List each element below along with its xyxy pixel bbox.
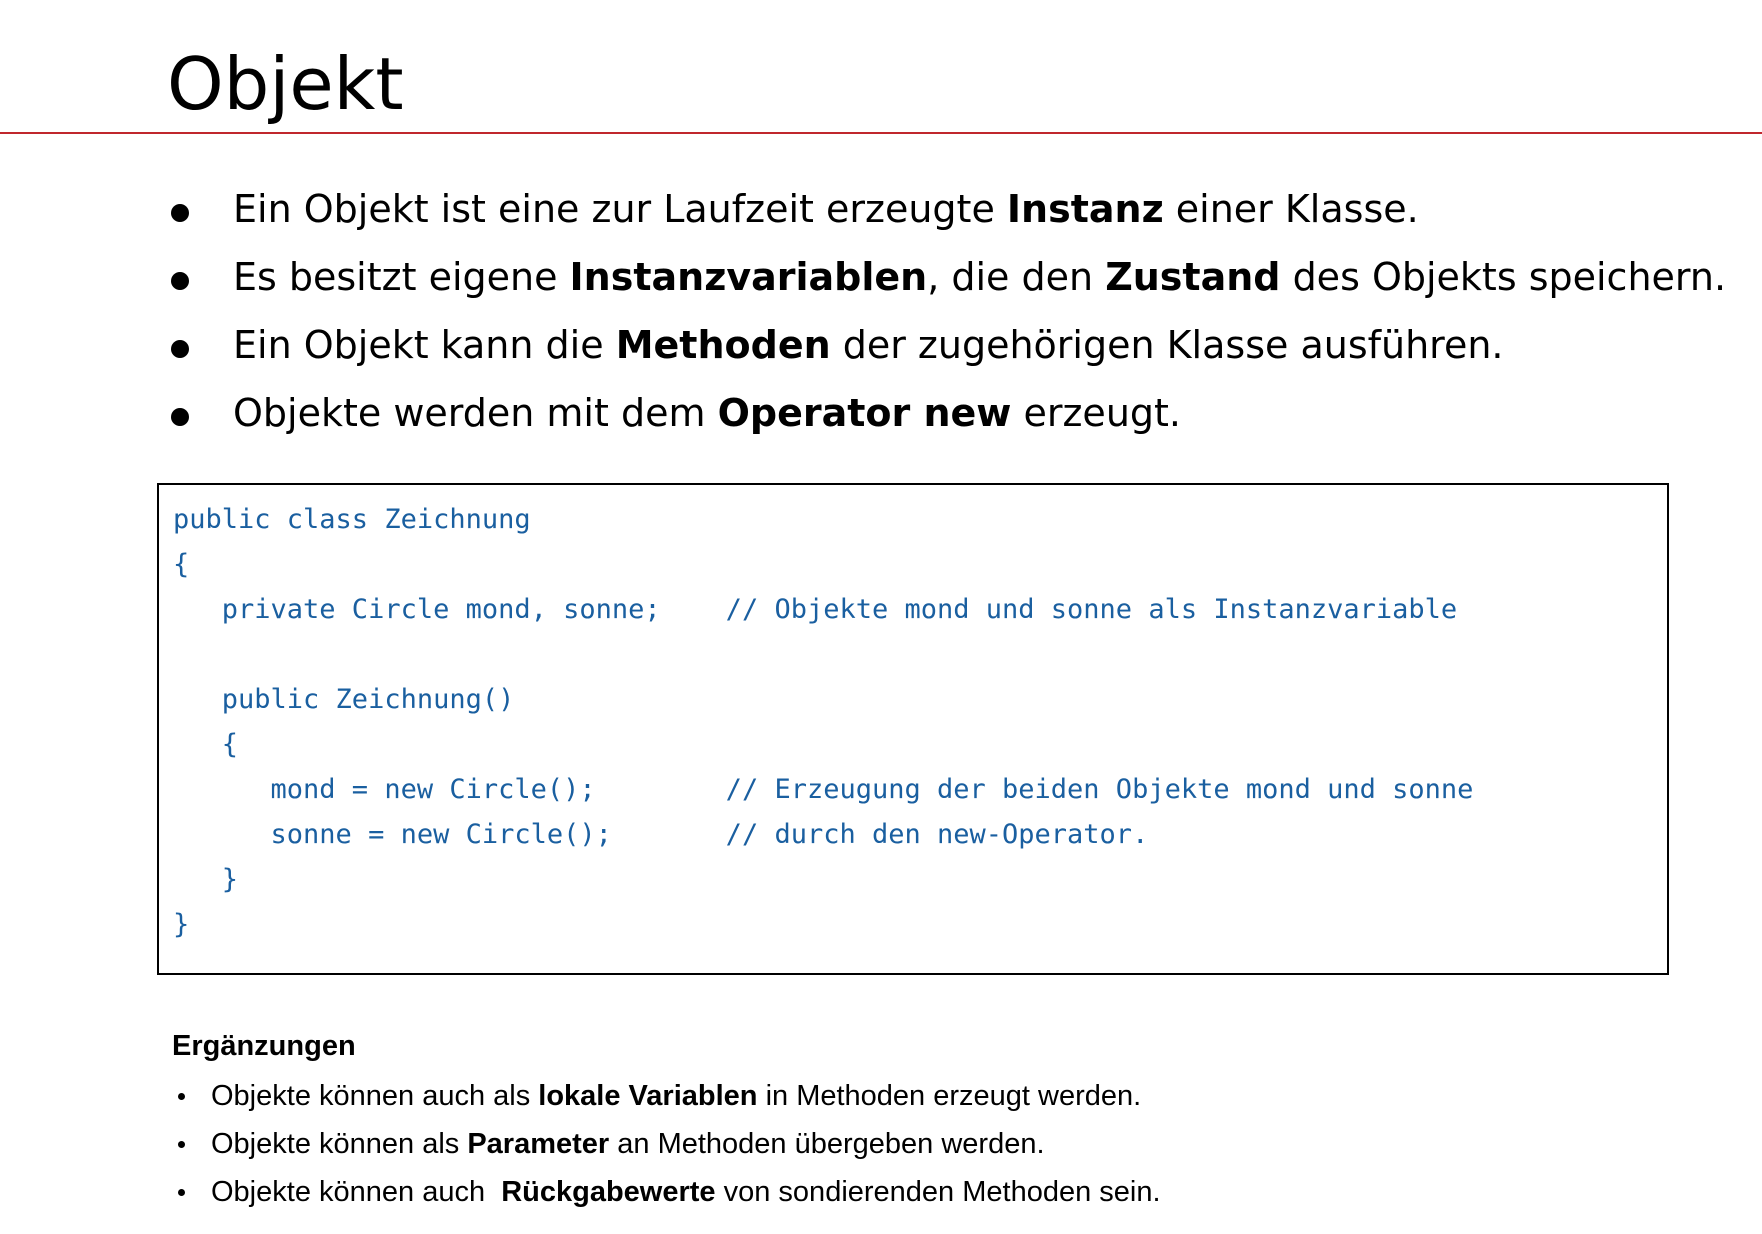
supplements-heading: Ergänzungen [172, 1030, 356, 1062]
list-item [172, 1168, 1672, 1216]
bullet-icon [171, 340, 189, 358]
list-item [165, 382, 1745, 450]
bullet-text: Es besitzt eigene Instanzvariablen, die den Zustand des Objekts speichern. [233, 255, 1727, 299]
supplement-text: Objekte können auch Rückgabewerte von sondierenden Methoden sein. [211, 1176, 1161, 1208]
list-item [172, 1120, 1672, 1168]
bullet-icon [171, 204, 189, 222]
bullet-icon [171, 272, 189, 290]
title-divider [0, 132, 1762, 134]
bullet-icon [171, 408, 189, 426]
supplement-text: Objekte können auch als lokale Variablen in Methoden erzeugt werden. [211, 1080, 1142, 1112]
bullet-text: Ein Objekt ist eine zur Laufzeit erzeugte Instanz einer Klasse. [233, 187, 1419, 231]
code-line: sonne = new Circle(); // durch den new-Operator. [173, 819, 1149, 850]
code-line: { [173, 729, 239, 760]
code-example-box [157, 483, 1669, 975]
bullet-icon [178, 1141, 185, 1148]
supplements-list [172, 1072, 1672, 1216]
list-item [165, 314, 1745, 382]
bullet-text: Ein Objekt kann die Methoden der zugehörigen Klasse ausführen. [233, 323, 1504, 367]
bullet-text: Objekte werden mit dem Operator new erzeugt. [233, 391, 1181, 435]
page-title: Objekt [167, 42, 404, 126]
code-line: public Zeichnung() [173, 684, 515, 715]
list-item [172, 1072, 1672, 1120]
code-line: { [173, 549, 190, 580]
code-line: } [173, 864, 239, 895]
code-line: public class Zeichnung [173, 504, 531, 535]
main-bullet-list [165, 178, 1745, 450]
list-item [165, 178, 1745, 246]
supplement-text: Objekte können als Parameter an Methoden übergeben werden. [211, 1128, 1045, 1160]
list-item [165, 246, 1745, 314]
code-line: mond = new Circle(); // Erzeugung der beiden Objekte mond und sonne [173, 774, 1474, 805]
code-line: } [173, 909, 190, 940]
code-line: private Circle mond, sonne; // Objekte mond und sonne als Instanzvariable [173, 594, 1458, 625]
bullet-icon [178, 1189, 185, 1196]
bullet-icon [178, 1093, 185, 1100]
